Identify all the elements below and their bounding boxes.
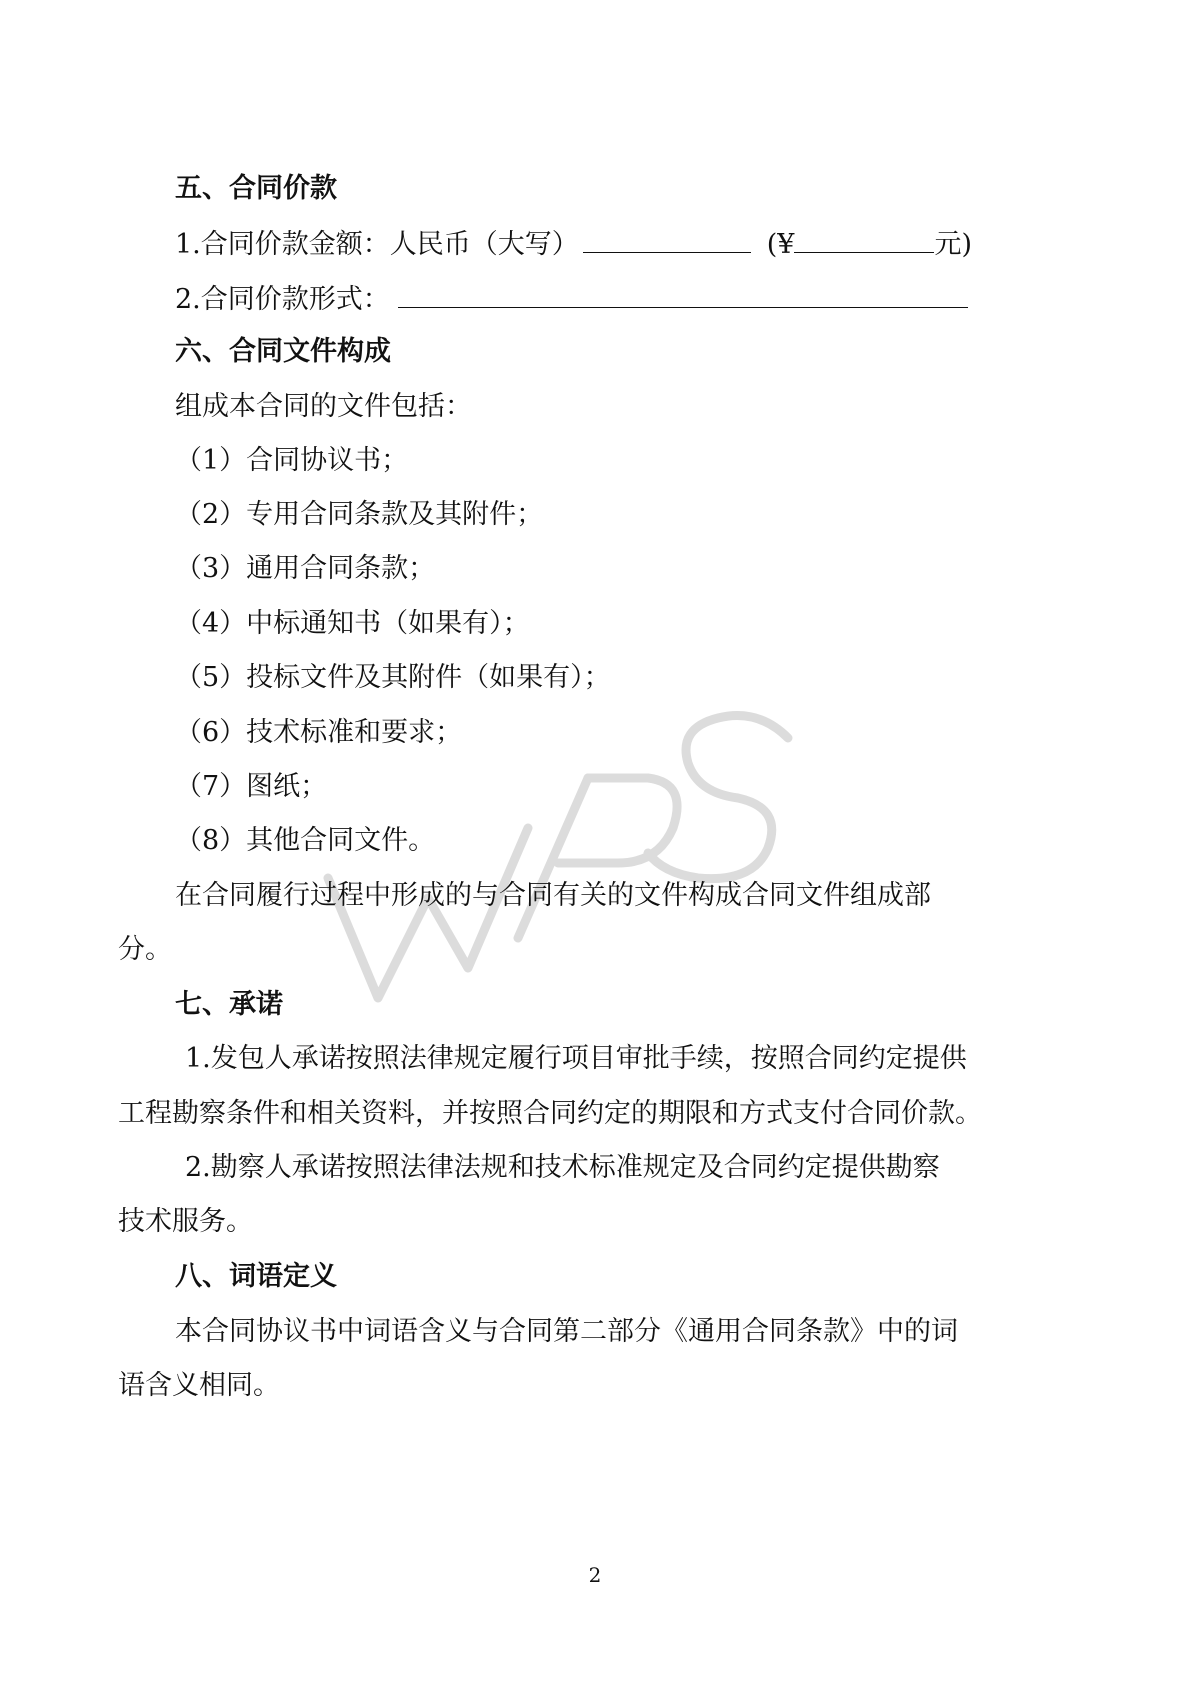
- list-item: （5）投标文件及其附件（如果有）；: [175, 662, 611, 693]
- list-item: （7）图纸；: [175, 771, 328, 802]
- amount-figures-blank[interactable]: [794, 226, 934, 253]
- definitions-line-2: 语含义相同。: [118, 1370, 280, 1401]
- list-item: （2）专用合同条款及其附件；: [175, 499, 544, 530]
- commitment-1-line-1: 1.发包人承诺按照法律规定履行项目审批手续，按照合同约定提供: [185, 1043, 967, 1074]
- section-6-intro: 组成本合同的文件包括：: [175, 391, 472, 422]
- amount-currency-open: (¥: [766, 229, 795, 260]
- list-item: （3）通用合同条款；: [175, 553, 436, 584]
- section-6-closing-line-2: 分。: [118, 934, 172, 965]
- contract-form-line: [175, 281, 968, 317]
- list-item: （6）技术标准和要求；: [175, 717, 463, 748]
- list-item: （4）中标通知书（如果有）；: [175, 608, 530, 639]
- amount-words-blank[interactable]: [583, 226, 751, 253]
- contract-form-label: 2.合同价款形式：: [175, 284, 390, 315]
- definitions-line-1: 本合同协议书中词语含义与合同第二部分《通用合同条款》中的词: [175, 1316, 958, 1347]
- section-6-closing-line-1: 在合同履行过程中形成的与合同有关的文件构成合同文件组成部: [175, 880, 931, 911]
- contract-amount-label: 1.合同价款金额：人民币（大写）: [175, 229, 579, 260]
- section-5-heading: 五、合同价款: [175, 173, 337, 204]
- contract-form-blank[interactable]: [398, 281, 968, 308]
- contract-amount-line: [175, 226, 972, 262]
- section-7-heading: 七、承诺: [175, 989, 283, 1020]
- section-6-heading: 六、合同文件构成: [175, 336, 391, 367]
- commitment-2-line-1: 2.勘察人承诺按照法律法规和技术标准规定及合同约定提供勘察: [185, 1152, 940, 1183]
- commitment-2-line-2: 技术服务。: [118, 1206, 253, 1237]
- list-item: （1）合同协议书；: [175, 445, 409, 476]
- section-8-heading: 八、词语定义: [175, 1261, 337, 1292]
- list-item: （8）其他合同文件。: [175, 825, 436, 856]
- commitment-1-line-2: 工程勘察条件和相关资料，并按照合同约定的期限和方式支付合同价款。: [118, 1098, 982, 1129]
- page-number: 2: [588, 1563, 602, 1587]
- amount-currency-close: 元): [934, 229, 973, 260]
